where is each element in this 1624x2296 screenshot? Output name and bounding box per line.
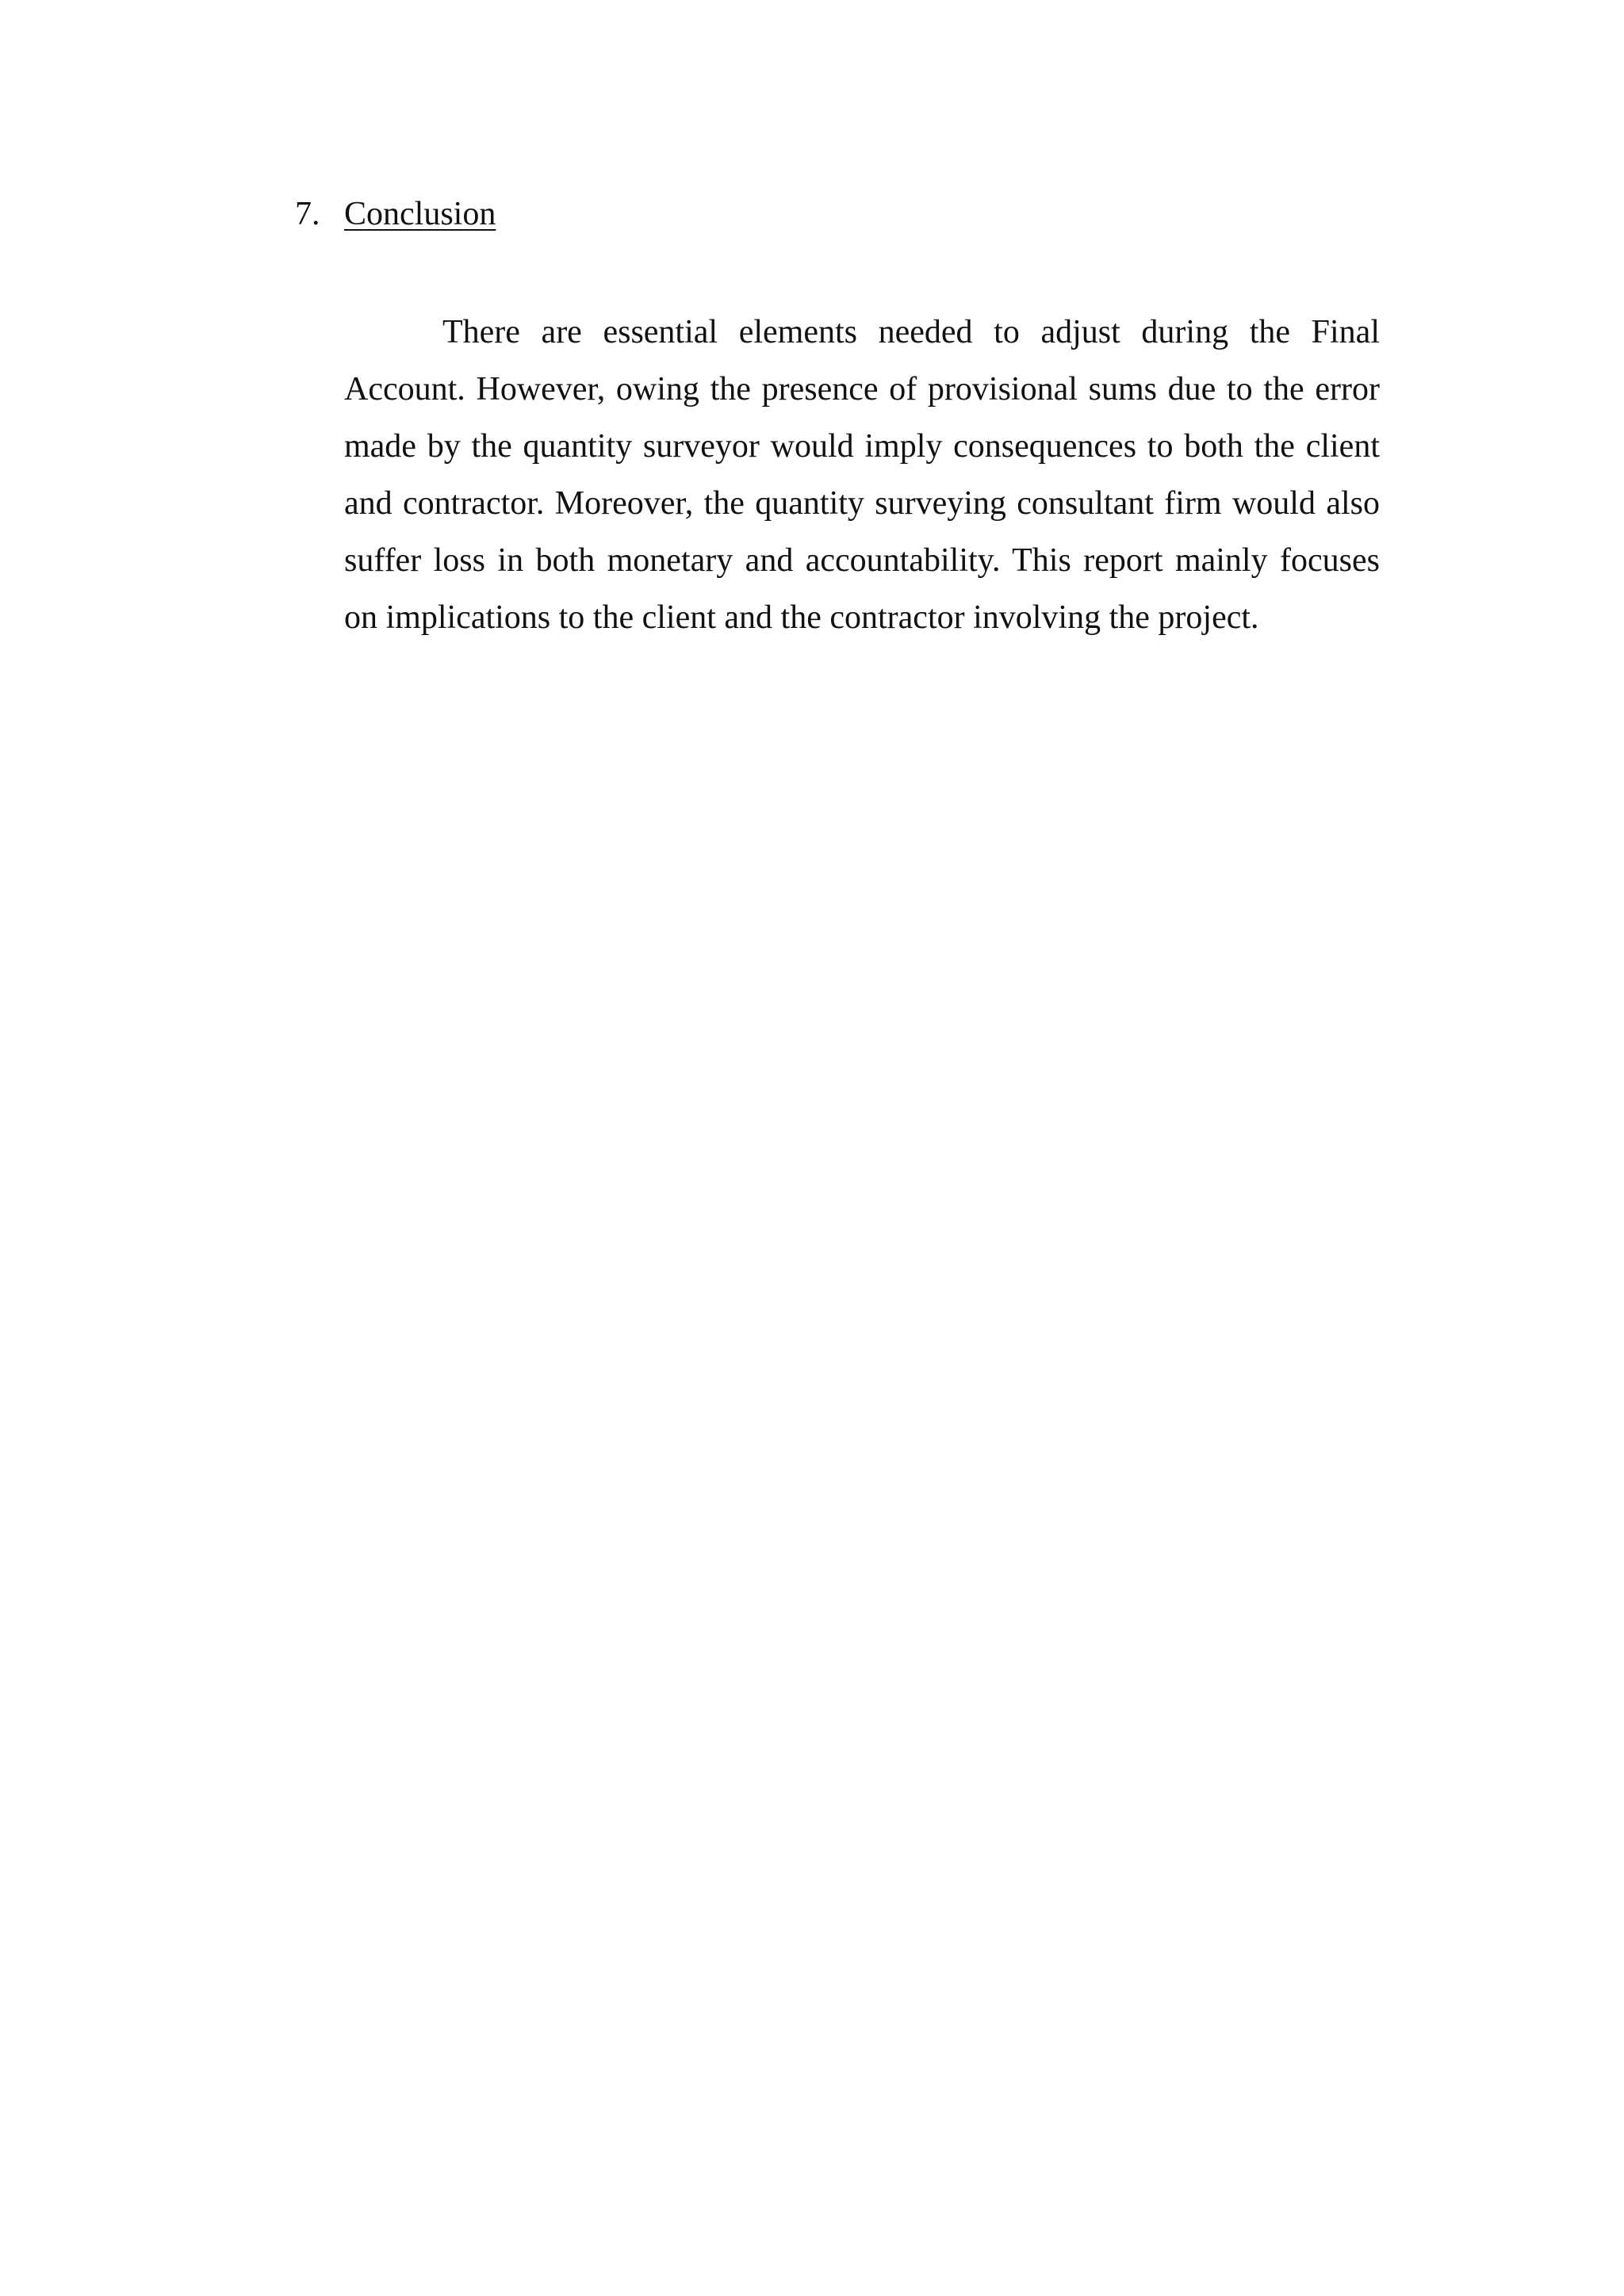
conclusion-paragraph: There are essential elements needed to adjust during the Final Account. However, owing the presence of provisional sums due to the error made by the quantity surveyor would imply consequences to both the client and contractor. Moreover, the quantity surveying consultant firm would also suffer loss in both monetary and accountability. This report mainly focuses on implications to the client and the contractor involving the project. — [344, 314, 1380, 636]
section-number: 7. — [295, 196, 320, 232]
section-heading — [295, 190, 496, 238]
section-title: Conclusion — [344, 196, 496, 232]
